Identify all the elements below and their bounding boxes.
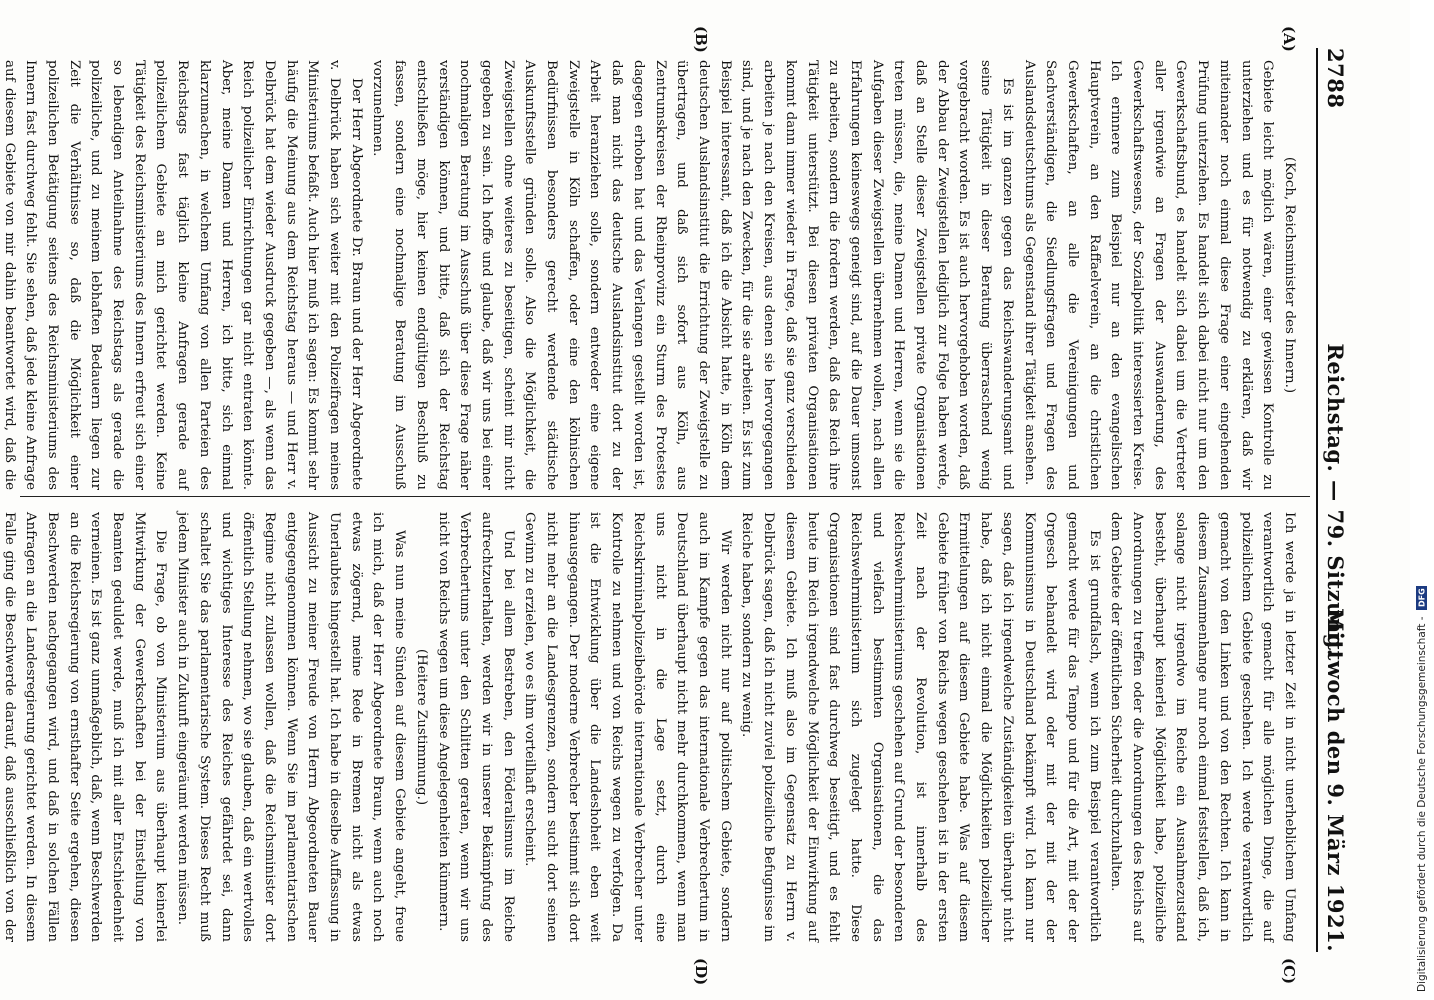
digitization-credit	[1414, 8, 1430, 992]
paragraph: Und bei allem Bestreben, den Föderalismus im Reiche aufrechtzuerhalten, werden wir in unserer Bekämpfung des Verbrechertums unter den Schlitten geraten, wenn wir uns nicht von Reichs wegen um diese Angelegenheiten kümmern.	[435, 512, 516, 942]
left-column	[1, 60, 1300, 490]
paragraph: Wir werden nicht nur auf politischem Gebiete, sondern auch im Kampfe gegen das internationale Verbrechertum in Deutschland überhaupt nicht mehr durchkommen, wenn man uns nicht in die Lage setzt, durch eine Reichskriminalpolizeibehörde internationale Verbrecher unter Kontrolle zu nehmen und von Reichs wegen zu verfolgen. Da ist die Entwicklung über die Landeshoheit eben weit hinausgegangen. Der moderne Verbrecher bestimmt sich dort nicht mehr an die Landesgrenzen, sondern sucht dort seinen Gewinn zu erzielen, wo es ihm vorteilhaft erscheint.	[522, 512, 733, 942]
paragraph: Gebiete leicht möglich wären, einer gewissen Kontrolle zu unterziehen und es für notwendig zu erklären, daß wir miteinander noch einmal diese Frage einer eingehenden Prüfung unterziehen. Es handelt sich dabei nicht nur um den Gewerkschaftsbund, es handelt sich dabei um die Vertreter aller irgendwie an Fragen der Auswanderung, des Gewerkschaftswesens, der Sozialpolitik interessierten Kreise. Ich erinnere zum Beispiel nur an den evangelischen Hauptverein, an den Raffaelverein, an die christlichen Gewerkschaften, an alle die Vereinigungen und Sachverständigen, die Siedlungsfragen und Fragen des Auslandsdeutschtums als Gegenstand ihrer Tätigkeit ansehen.	[1021, 60, 1276, 490]
page-title: Reichstag. — 79. Sitzung.	[1323, 343, 1348, 657]
margin-marker-d: (D)	[692, 958, 710, 986]
paragraph: Der Herr Abgeordnete Dr. Braun und der Herr Abgeordnete v. Delbrück haben sich weiter mit den Polizeifragen meines Ministeriums befaßt. Auch hier muß ich sagen: Es kommt sehr häufig die Meinung aus dem Reichstag heraus — und Herr v. Delbrück hat dem wieder Ausdruck gegeben —, als wenn das Reich polizeilicher Einrichtungen gar nicht entraten könnte. Aber, meine Damen und Herren, ich bitte, sich einmal klarzumachen, in welchem Umfang von allen Parteien des Reichstags fast täglich kleine Anfragen gerade auf polizeilichem Gebiete an mich gerichtet werden. Keine Tätigkeit des Reichsministeriums des Innern erfreut sich einer so lebendigen Anteilnahme des Reichstags als gerade die polizeiliche, und zu meinem lebhaften Bedauern liegen zur Zeit die Verhältnisse so, daß die Möglichkeit einer polizeilichen Betätigung seitens des Reichsministeriums des Innern fast durchweg fehlt. Sie sehen, daß jede kleine Anfrage auf diesem Gebiete von mir dahin beantwortet wird, daß die	[1, 60, 364, 490]
margin-marker-c: (C)	[1280, 958, 1298, 985]
margin-marker-a: (A)	[1280, 26, 1298, 52]
credit-text: Digitalisierung gefördert durch die Deutsche Forschungsgemeinschaft -	[1416, 616, 1428, 992]
paragraph: Es ist im ganzen gegen das Reichswanderungsamt und seine Tätigkeit in dieser Beratung überraschend wenig vorgebracht worden. Es ist auch hervorgehoben worden, daß der Abbau der Zweigstellen lediglich zur Folge haben werde, daß an Stelle dieser Zweigstellen private Organisationen treten müssen, die, meine Damen und Herren, wenn sie die Aufgaben dieser Zweigstellen übernehmen wollen, nach allen Erfahrungen keineswegs geneigt sind, auf die Dauer umsonst zu arbeiten, sondern die fordern werden, daß das Reich ihre Tätigkeit unterstützt. Bei diesen privaten Organisationen kommt dann immer wieder in Frage, daß sie ganz verschieden arbeiten je nach den Kreisen, aus denen sie hervorgegangen sind, und je nach den Zwecken, für die sie arbeiten. Es ist zum Beispiel interessant, daß ich die Absicht hatte, in Köln dem deutschen Auslandsinstitut die Errichtung der Zweigstelle zu übertragen, und daß sich sofort aus Köln, aus Zentrumskreisen der Rheinprovinz ein Sturm des Protestes dagegen erhoben hat und das Verlangen gestellt worden ist, daß man nicht das deutsche Auslandsinstitut dort zu der Arbeit heranziehen solle, sondern entweder eine eigene Zweigstelle in Köln schaffen, oder eine den kölnischen Bedürfnissen besonders gerecht werdende städtische Auskunftsstelle gründen solle. Also die Möglichkeit, die Zweigstellen ohne weiteres zu beseitigen, scheint mir nicht gegeben zu sein. Ich hoffe und glaube, daß wir uns bei einer nochmaligen Beratung im Ausschuß über diese Frage näher verständigen können, und bitte, daß sich der Reichstag entschließen möge, hier keinen endgültigen Beschluß zu fassen, sondern eine nochmalige Beratung im Ausschuß vorzunehmen.	[370, 60, 1015, 490]
paragraph: Es ist grundfalsch, wenn ich zum Beispiel verantwortlich gemacht werde für das Tempo und für die Art, mit der der Orgesch behandelt wird oder mit der mit der der Kommunismus in Deutschland bekämpft wird. Ich kann nur sagen, daß ich irgendwelche Zuständigkeiten überhaupt nicht habe, daß ich nicht einmal die Möglichkeiten polizeilicher Ermittelungen auf diesem Gebiete habe. Was auf diesem Gebiete früher von Reichs wegen geschehen ist in der ersten Zeit nach der Revolution, ist innerhalb des Reichswehrministeriums geschehen auf Grund der besonderen und vielfach bestimmten Organisationen, die das Reichswehrministerium sich zugelegt hatte. Diese Organisationen sind fast durchweg beseitigt, und es fehlt heute im Reich irgendwelche Möglichkeit der Einwirkung auf diesem Gebiete. Ich muß also im Gegensatz zu Herrn v. Delbrück sagen, daß ich nicht zuviel polizeiliche Befugnisse im Reiche haben, sondern zu wenig.	[739, 512, 1102, 942]
applause-note: (Heitere Zustimmung.)	[413, 648, 429, 806]
margin-marker-b: (B)	[692, 26, 710, 53]
page-header	[1316, 48, 1352, 952]
paragraph: Ich werde ja in letzter Zeit in nicht unerheblichem Umfang verantwortlich gemacht für alle möglichen Dinge, die auf polizeilichem Gebiete geschehen. Ich werde verantwortlich gemacht von den Linken und von den Rechten. Ich kann in diesem Zusammenhange nur noch einmal feststellen, daß ich, solange nicht irgendwo im Reiche ein Ausnahmezustand besteht, überhaupt keinerlei Möglichkeit habe, polizeiliche Anordnungen zu treffen oder die Anordnungen des Reichs auf dem Gebiete der öffentlichen Sicherheit durchzuhalten.	[1108, 512, 1297, 942]
page-number: 2788	[1323, 48, 1348, 109]
paragraph: Die Frage, ob von Ministerium aus überhaupt keinerlei Mitwirkung der Gewerkschaften bei der Einstellung von Beamten geduldet werde, muß ich mit aller Entschiedenheit verneinen. Es ist ganz unmaßgeblich, daß, wenn Beschwerden an die Reichsregierung von ernsthafter Seite ergehen, diesen Beschwerden nachgegangen wird, und daß in solchen Fällen Anfragen an die Landesregierung gerichtet werden. In diesem Falle ging die Beschwerde darauf, daß ausschließlich von der	[1, 512, 169, 942]
paragraph: Was nun meine Sünden auf diesem Gebiete angeht, freue ich mich, daß der Herr Abgeordnete Braun, wenn auch noch etwas zögernd, meine Rede in Bremen nicht als etwas Unerlaubtes hingestellt hat. Ich habe in dieselbe Auffassung in Aussicht zu meiner Freude von Herrn Abgeordneten Bauer entgegengenommen können. Wenn Sie im parlamentarischen Regime nicht zulassen wollen, daß die Reichsminister dort öffentlich Stellung nehmen, wo sie glauben, daß ein wertvolles und wichtiges Interesse des Reiches gefährdet sei, dann schaltet Sie das parlamentarische System. Dieses Recht muß jedem Minister auch in Zukunft eingeräumt werden müssen.	[175, 512, 408, 942]
speaker-line: (Koch, Reichsminister des Innern.)	[1282, 156, 1297, 394]
right-column	[1, 512, 1300, 942]
page-date: Mittwoch den 9. März 1921.	[1323, 608, 1348, 952]
column-divider	[20, 496, 1310, 497]
dfg-logo: DFG	[1417, 586, 1428, 611]
